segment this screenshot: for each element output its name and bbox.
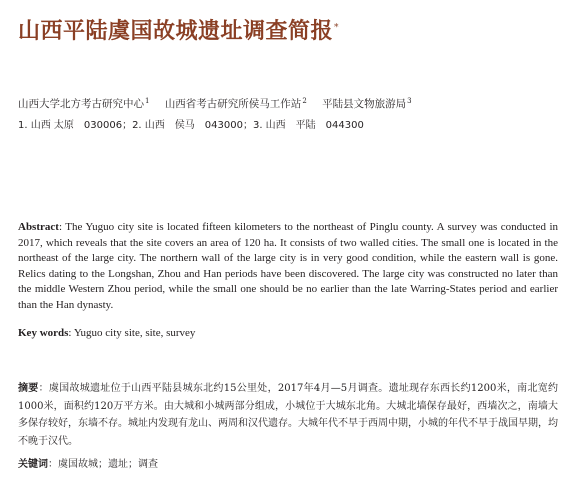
abstract-chinese-label: 摘要	[18, 383, 39, 394]
author-3	[322, 98, 411, 110]
abstract-chinese-text: 虞国故城遗址位于山西平陆县城东北约15公里处，2017年4月—5月调查。遗址现存东西长约1200米，南北宽约1000米，面积约120万平方米。由大城和小城两部分组成，小城位于大城东北角。大城北墙保存最好，西墙次之，南墙大多保存较好，东墙不存。城址内发现有龙山、两周和汉代遗存。大城年代不早于西周中期，小城的年代不早于战国早期，均不晚于汉代。	[18, 383, 559, 447]
paper-title	[18, 14, 339, 45]
keywords-english-label: Key words	[18, 327, 69, 339]
title-footnote-marker: *	[334, 22, 340, 33]
abstract-english	[18, 220, 558, 314]
abstract-chinese-separator: ：	[38, 383, 49, 394]
author-3-name: 平陆县文物旅游局	[322, 98, 407, 110]
author-1-name: 山西大学北方考古研究中心	[18, 98, 144, 110]
keywords-chinese-label: 关键词	[18, 459, 48, 470]
abstract-english-label: Abstract	[18, 221, 59, 233]
keywords-english-text: Yuguo city site, site, survey	[73, 327, 196, 339]
abstract-english-text: The Yuguo city site is located fifteen kilometers to the northeast of Pinglu county. A survey was conducted in 2017, which reveals that the site covers an area of 120 ha. It consists of two walled cities. The small one is located in the northeast of the large city. The northern wall of the large city is in very good condition, while the eastern wall is gone. Relics dating to the Longshan, Zhou and Han periods have been discovered. The large city was constructed no later than the middle Western Zhou period, while the small one should be no earlier than the late Warring-States period and earlier than the Han dynasty.	[18, 221, 559, 311]
paper-title-text: 山西平陆虞国故城遗址调查简报	[18, 18, 334, 44]
keywords-english	[18, 327, 195, 339]
abstract-chinese	[18, 380, 558, 450]
affiliations: 1. 山西 太原 030006；2. 山西 侯马 043000；3. 山西 平陆 044300	[18, 120, 364, 131]
keywords-english-separator: :	[68, 327, 74, 339]
abstract-english-separator: :	[58, 221, 66, 233]
keywords-chinese-separator: ：	[48, 459, 58, 470]
author-3-affiliation-marker: 3	[407, 96, 412, 105]
author-list	[18, 96, 424, 111]
author-2	[165, 98, 307, 110]
author-2-name: 山西省考古研究所侯马工作站	[164, 98, 302, 110]
author-2-affiliation-marker: 2	[302, 96, 307, 105]
author-1-affiliation-marker: 1	[145, 96, 150, 105]
author-1	[18, 98, 149, 110]
keywords-chinese-text: 虞国故城；遗址；调查	[58, 459, 158, 470]
keywords-chinese	[18, 455, 158, 470]
